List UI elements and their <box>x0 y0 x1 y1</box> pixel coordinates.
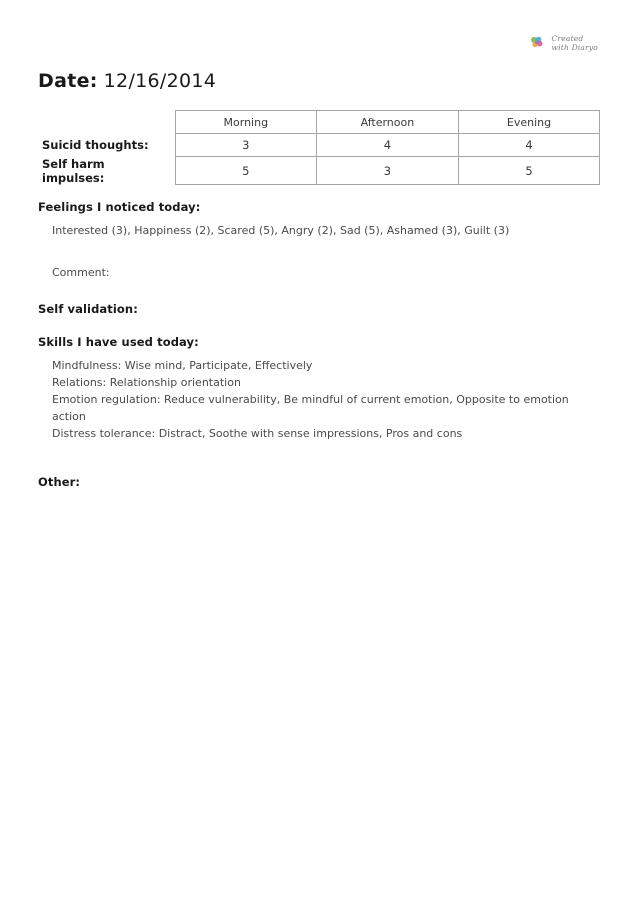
cell-selfharm-afternoon[interactable]: 3 <box>317 157 459 185</box>
other-section <box>38 471 600 490</box>
feelings-text: Interested (3), Happiness (2), Scared (5), Angry (2), Sad (5), Ashamed (3), Guilt (3) <box>52 224 510 237</box>
cell-selfharm-morning[interactable]: 5 <box>175 157 317 185</box>
list-item: Relations: Relationship orientation <box>52 376 241 389</box>
brand-watermark <box>527 33 598 53</box>
row-label-suicid-thoughts: Suicid thoughts: <box>42 138 149 152</box>
list-item: Mindfulness: Wise mind, Participate, Effectively <box>52 359 313 372</box>
brand-text <box>552 34 598 52</box>
cell-suicid-morning[interactable]: 3 <box>175 134 317 157</box>
table-row <box>38 134 600 157</box>
comment-label: Comment: <box>52 266 110 279</box>
feelings-heading: Feelings I noticed today: <box>38 200 201 214</box>
other-heading: Other: <box>38 475 81 489</box>
list-item: Emotion regulation: Reduce vulnerability, Be mindful of current emotion, Opposite to emotion action <box>52 393 569 423</box>
cell-selfharm-evening[interactable]: 5 <box>458 157 600 185</box>
cell-suicid-evening[interactable]: 4 <box>458 134 600 157</box>
flower-logo-icon <box>527 33 547 53</box>
self-validation-section <box>38 298 600 317</box>
column-header-afternoon: Afternoon <box>317 111 459 134</box>
comment-row <box>38 261 600 280</box>
self-validation-heading: Self validation: <box>38 302 138 316</box>
date-value: 12/16/2014 <box>103 70 217 92</box>
date-label: Date: <box>38 70 98 92</box>
skills-section <box>38 335 600 442</box>
skills-heading: Skills I have used today: <box>38 335 199 349</box>
table-row <box>38 157 600 185</box>
brand-line1: Created <box>551 34 584 43</box>
skills-list <box>52 357 600 442</box>
cell-suicid-afternoon[interactable]: 4 <box>317 134 459 157</box>
ratings-table <box>38 110 600 185</box>
table-corner-cell <box>38 111 175 134</box>
table-header-row <box>38 111 600 134</box>
row-label-self-harm-impulses: Self harm impulses: <box>42 156 105 185</box>
date-line <box>38 70 216 92</box>
brand-line2: with Diaryo <box>551 43 598 52</box>
list-item: Distress tolerance: Distract, Soothe with sense impressions, Pros and cons <box>52 427 463 440</box>
feelings-section <box>38 200 600 239</box>
column-header-evening: Evening <box>458 111 600 134</box>
column-header-morning: Morning <box>175 111 317 134</box>
